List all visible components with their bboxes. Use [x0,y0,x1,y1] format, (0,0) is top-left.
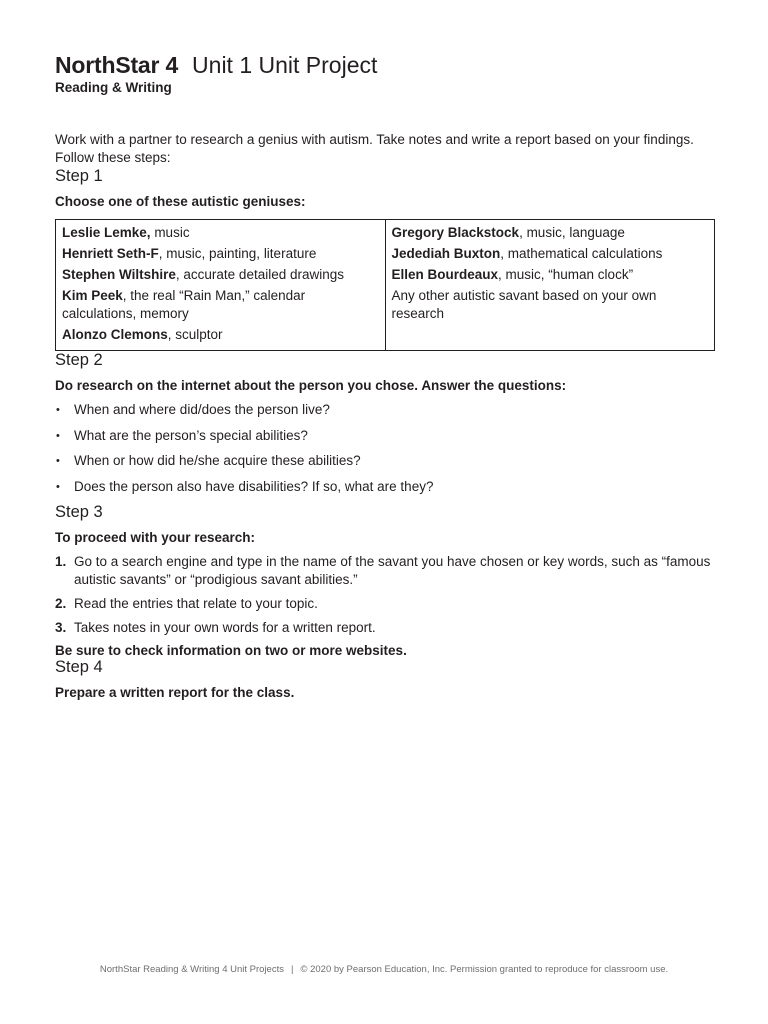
genius-desc: , music, “human clock” [498,267,634,282]
item-number: 3. [55,620,67,635]
genius-desc: music [150,225,190,240]
item-text: Takes notes in your own words for a written report. [74,620,376,635]
genius-name: Henriett Seth-F [62,246,159,261]
list-item: • Does the person also have disabilities? If so, what are they? [55,478,715,504]
genius-name: Alonzo Clemons [62,327,168,342]
genius-name: Stephen Wiltshire [62,267,176,282]
item-text: Read the entries that relate to your topic. [74,596,318,611]
item-number: 1. [55,554,67,569]
genius-entry [62,224,379,242]
genius-desc: , accurate detailed drawings [175,267,345,282]
intro-text: Work with a partner to research a genius with autism. Take notes and write a report based on your findings. Follow these steps: [55,132,694,165]
genius-entry [392,287,709,323]
genius-name: Kim Peek [62,288,123,303]
brand-title: NorthStar 4 [55,52,179,78]
subtitle: Reading & Writing [55,80,172,95]
genius-entry [392,266,709,284]
step-3-note: Be sure to check information on two or more websites. [55,643,407,658]
document-page [55,52,715,700]
list-item [55,553,715,589]
footer-copyright: © 2020 by Pearson Education, Inc. Permission granted to reproduce for classroom use. [300,964,669,975]
genius-desc: , the real “Rain Man,” calendar calculations, memory [62,288,306,321]
unit-title: Unit 1 Unit Project [192,52,378,78]
list-item [55,595,715,613]
genius-desc: , sculptor [167,327,223,342]
genius-desc: , music, painting, literature [158,246,317,261]
genius-desc: , music, language [519,225,625,240]
geniuses-right-column [385,220,715,351]
step-3-heading: Step 3 [55,503,103,521]
list-item: • What are the person’s special abilities? [55,427,715,453]
genius-desc: Any other autistic savant based on your own research [391,288,657,321]
genius-entry [62,266,379,284]
geniuses-table [55,219,715,351]
step-1-heading: Step 1 [55,167,103,185]
footer-title: NorthStar Reading & Writing 4 Unit Projects [99,964,284,975]
genius-name: Ellen Bourdeaux [391,267,499,282]
step-3-lead: To proceed with your research: [55,530,256,545]
step-2-lead: Do research on the internet about the person you chose. Answer the questions: [55,378,567,393]
genius-name: Jedediah Buxton [391,246,501,261]
genius-desc: , mathematical calculations [500,246,663,261]
step-4-heading: Step 4 [55,658,103,676]
footer-separator: | [290,964,294,975]
question-list [55,401,715,503]
genius-entry [62,245,379,263]
geniuses-left-column [56,220,386,351]
genius-name: Leslie Lemke, [62,225,151,240]
genius-entry [62,287,379,323]
genius-entry [392,245,709,263]
step-2-heading: Step 2 [55,351,103,369]
step-1-lead: Choose one of these autistic geniuses: [55,194,306,209]
page-footer [0,964,768,975]
genius-name: Gregory Blackstock [391,225,520,240]
step-4-lead: Prepare a written report for the class. [55,685,295,700]
list-item: • When and where did/does the person live? [55,401,715,427]
genius-entry [62,326,379,344]
list-item: • When or how did he/she acquire these abilities? [55,452,715,478]
list-item [55,619,715,637]
research-steps-list [55,553,715,637]
genius-entry [392,224,709,242]
item-text: Go to a search engine and type in the name of the savant you have chosen or key words, such as “famous autistic savants” or “prodigious savant abilities.” [74,554,711,587]
item-number: 2. [55,596,67,611]
header [55,52,715,79]
